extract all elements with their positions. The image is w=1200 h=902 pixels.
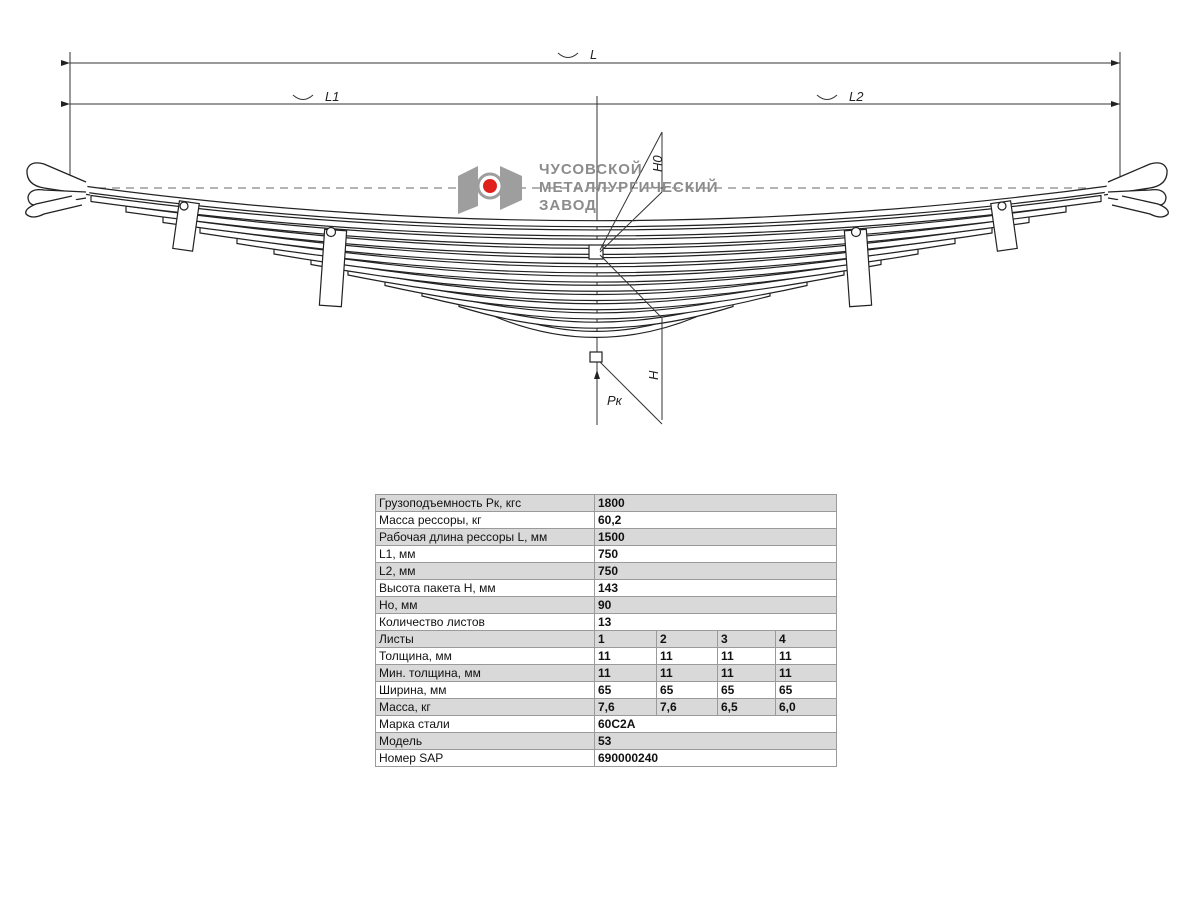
leaf-label: Масса, кг [376, 699, 595, 716]
spec-row [376, 614, 837, 631]
dimension-L-label: L [590, 47, 598, 62]
leaf-value: 4 [776, 631, 837, 648]
leaf-row [376, 699, 837, 716]
logo-mark [458, 166, 478, 214]
spec-value: 60,2 [595, 512, 837, 529]
spec-row [376, 750, 837, 767]
spec-label: Количество листов [376, 614, 595, 631]
leaf-value: 2 [657, 631, 718, 648]
logo-line-2: МЕТАЛЛУРГИЧЕСКИЙ [539, 179, 719, 196]
leaf-value: 65 [657, 682, 718, 699]
spec-row [376, 546, 837, 563]
leaf-value: 65 [718, 682, 776, 699]
leaf-label: Мин. толщина, мм [376, 665, 595, 682]
leaf-value: 65 [595, 682, 657, 699]
spec-label: Рабочая длина рессоры L, мм [376, 529, 595, 546]
spec-value: 60С2А [595, 716, 837, 733]
logo-red-dot [483, 179, 497, 193]
leaf-value: 11 [657, 665, 718, 682]
leaf-row [376, 648, 837, 665]
spec-label: L2, мм [376, 563, 595, 580]
spec-row [376, 580, 837, 597]
spec-label: Модель [376, 733, 595, 750]
leaf-value: 11 [657, 648, 718, 665]
leaf-value: 11 [718, 648, 776, 665]
leaf-value: 3 [718, 631, 776, 648]
spec-label: Марка стали [376, 716, 595, 733]
leaf-value: 11 [776, 648, 837, 665]
leaf-label: Ширина, мм [376, 682, 595, 699]
clamp-right-inner [844, 228, 871, 307]
logo-line-3: ЗАВОД [539, 197, 597, 214]
dimension-L1-label: L1 [325, 89, 340, 104]
spec-label: Грузоподъемность Pк, кгс [376, 495, 595, 512]
dimension-H-label: H [646, 370, 661, 380]
spec-row [376, 512, 837, 529]
spec-row [376, 563, 837, 580]
spec-value: 53 [595, 733, 837, 750]
spec-row [376, 529, 837, 546]
leaf-row [376, 665, 837, 682]
load-Pk-label: Pк [607, 393, 622, 408]
spec-value: 1500 [595, 529, 837, 546]
dimension-H0-label: H0 [650, 155, 665, 172]
leaf-value: 7,6 [595, 699, 657, 716]
clamp-left-inner [319, 228, 346, 307]
leaf-value: 6,5 [718, 699, 776, 716]
leaf-value: 11 [595, 665, 657, 682]
spec-label: Высота пакета H, мм [376, 580, 595, 597]
leaf-value: 11 [718, 665, 776, 682]
leaf-row [376, 682, 837, 699]
leaf-value: 65 [776, 682, 837, 699]
spec-row [376, 495, 837, 512]
leaf-value: 1 [595, 631, 657, 648]
spec-value: 13 [595, 614, 837, 631]
spec-value: 143 [595, 580, 837, 597]
spec-value: 1800 [595, 495, 837, 512]
spec-table [375, 494, 837, 767]
leaf-value: 6,0 [776, 699, 837, 716]
spec-value: 90 [595, 597, 837, 614]
left-eye [26, 163, 90, 217]
leaf-label: Толщина, мм [376, 648, 595, 665]
spec-label: Hо, мм [376, 597, 595, 614]
logo-line-1: ЧУСОВСКОЙ [539, 161, 643, 178]
spec-row [376, 733, 837, 750]
spec-label: Масса рессоры, кг [376, 512, 595, 529]
spec-value: 750 [595, 546, 837, 563]
spec-value: 690000240 [595, 750, 837, 767]
leaf-value: 11 [595, 648, 657, 665]
leaf-row [376, 631, 837, 648]
spec-label: L1, мм [376, 546, 595, 563]
spec-value: 750 [595, 563, 837, 580]
leaf-label: Листы [376, 631, 595, 648]
spec-row [376, 597, 837, 614]
dimension-L2-label: L2 [849, 89, 864, 104]
right-eye [1104, 163, 1168, 217]
leaf-value: 11 [776, 665, 837, 682]
spec-row [376, 716, 837, 733]
spec-label: Номер SAP [376, 750, 595, 767]
company-logo [458, 160, 719, 214]
leaf-value: 7,6 [657, 699, 718, 716]
